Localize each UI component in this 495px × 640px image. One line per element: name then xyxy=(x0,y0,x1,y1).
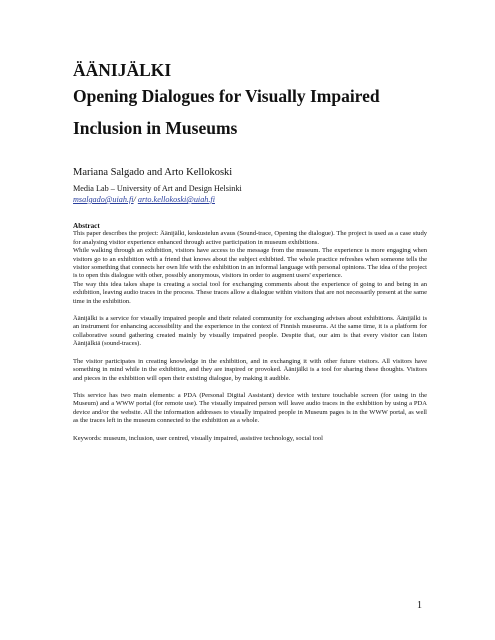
email-link-second[interactable]: arto.kellokoski@uiah.fi xyxy=(137,195,215,204)
affiliation: Media Lab – University of Art and Design Helsinki xyxy=(73,184,242,193)
abstract-paragraph: This paper describes the project: Äänijälki, keskustelun avaus (Sound-trace, Opening the dialogue). The project is used as a case study for analysing visitor experience enhanced through active participation in museum exhibitions. xyxy=(73,230,427,246)
author-emails xyxy=(73,195,215,204)
abstract-paragraph: This service has two main elements: a PDA (Personal Digital Assistant) device with texture touchable screen (for using in the Museum) and a WWW portal (for remote use). The visually impaired person will leave audio traces in the exhibition by using a PDA device and/or the website. All the information addresses to visually impaired people in Museum pages is in the WWW portal, as well as the traces left in the museum connected to the exhibition as a whole. xyxy=(73,391,427,425)
abstract-paragraph: The way this idea takes shape is creating a social tool for exchanging comments about the experience of going to and being in an exhibition, leaving audio traces in the process. These traces allow a dialogue within visitors that are not necessarily present at the same time in the exhibition. xyxy=(73,280,427,305)
abstract-paragraph: While walking through an exhibition, visitors have access to the message from the museum. The experience is more engaging when visitors go to an exhibition with a friend that knows about the subject exhibited. The whole practice refreshes when someone tells the visitor something that connects her own life with the exhibition in an informal language with personal opinions. The idea of the project is to open this dialogue with other, possibly anonymous, visitors in order to augment users' experience. xyxy=(73,247,427,280)
keywords: Keywords: museum, inclusion, user centred, visually impaired, assistive technology, social tool xyxy=(73,434,323,442)
authors: Mariana Salgado and Arto Kellokoski xyxy=(73,167,233,178)
paper-subtitle-line-2: Inclusion in Museums xyxy=(73,118,238,138)
paper-title: ÄÄNIJÄLKI xyxy=(73,60,172,80)
abstract-paragraph: The visitor participates in creating knowledge in the exhibition, and in exchanging it with other future visitors. All visitors have something in mind while in the exhibition, and they are inspired or provoked. Äänijälki is a tool for sharing these thoughts. Visitors and pieces in the exhibition will open their existing dialogue, by making it audible. xyxy=(73,357,427,382)
paper-subtitle-line-1: Opening Dialogues for Visually Impaired xyxy=(73,86,380,106)
abstract-heading: Abstract xyxy=(73,222,100,230)
email-link-first[interactable]: msalgado@uiah.fi xyxy=(73,195,134,204)
email-separator: / xyxy=(133,195,136,204)
page-number: 1 xyxy=(417,600,422,611)
abstract-section xyxy=(73,222,427,443)
abstract-paragraph: Äänijälki is a service for visually impaired people and their related community for exchanging advises about exhibitions. Äänijälki is an instrument for enhancing accessibility and the experience in the context of Finnish museums. At the same time, it is a platform for collaborative sound gathering created mainly by visually impaired people. Despite that, our aim is that every visitor can listen Äänijälkiä (sound-traces). xyxy=(73,315,427,348)
